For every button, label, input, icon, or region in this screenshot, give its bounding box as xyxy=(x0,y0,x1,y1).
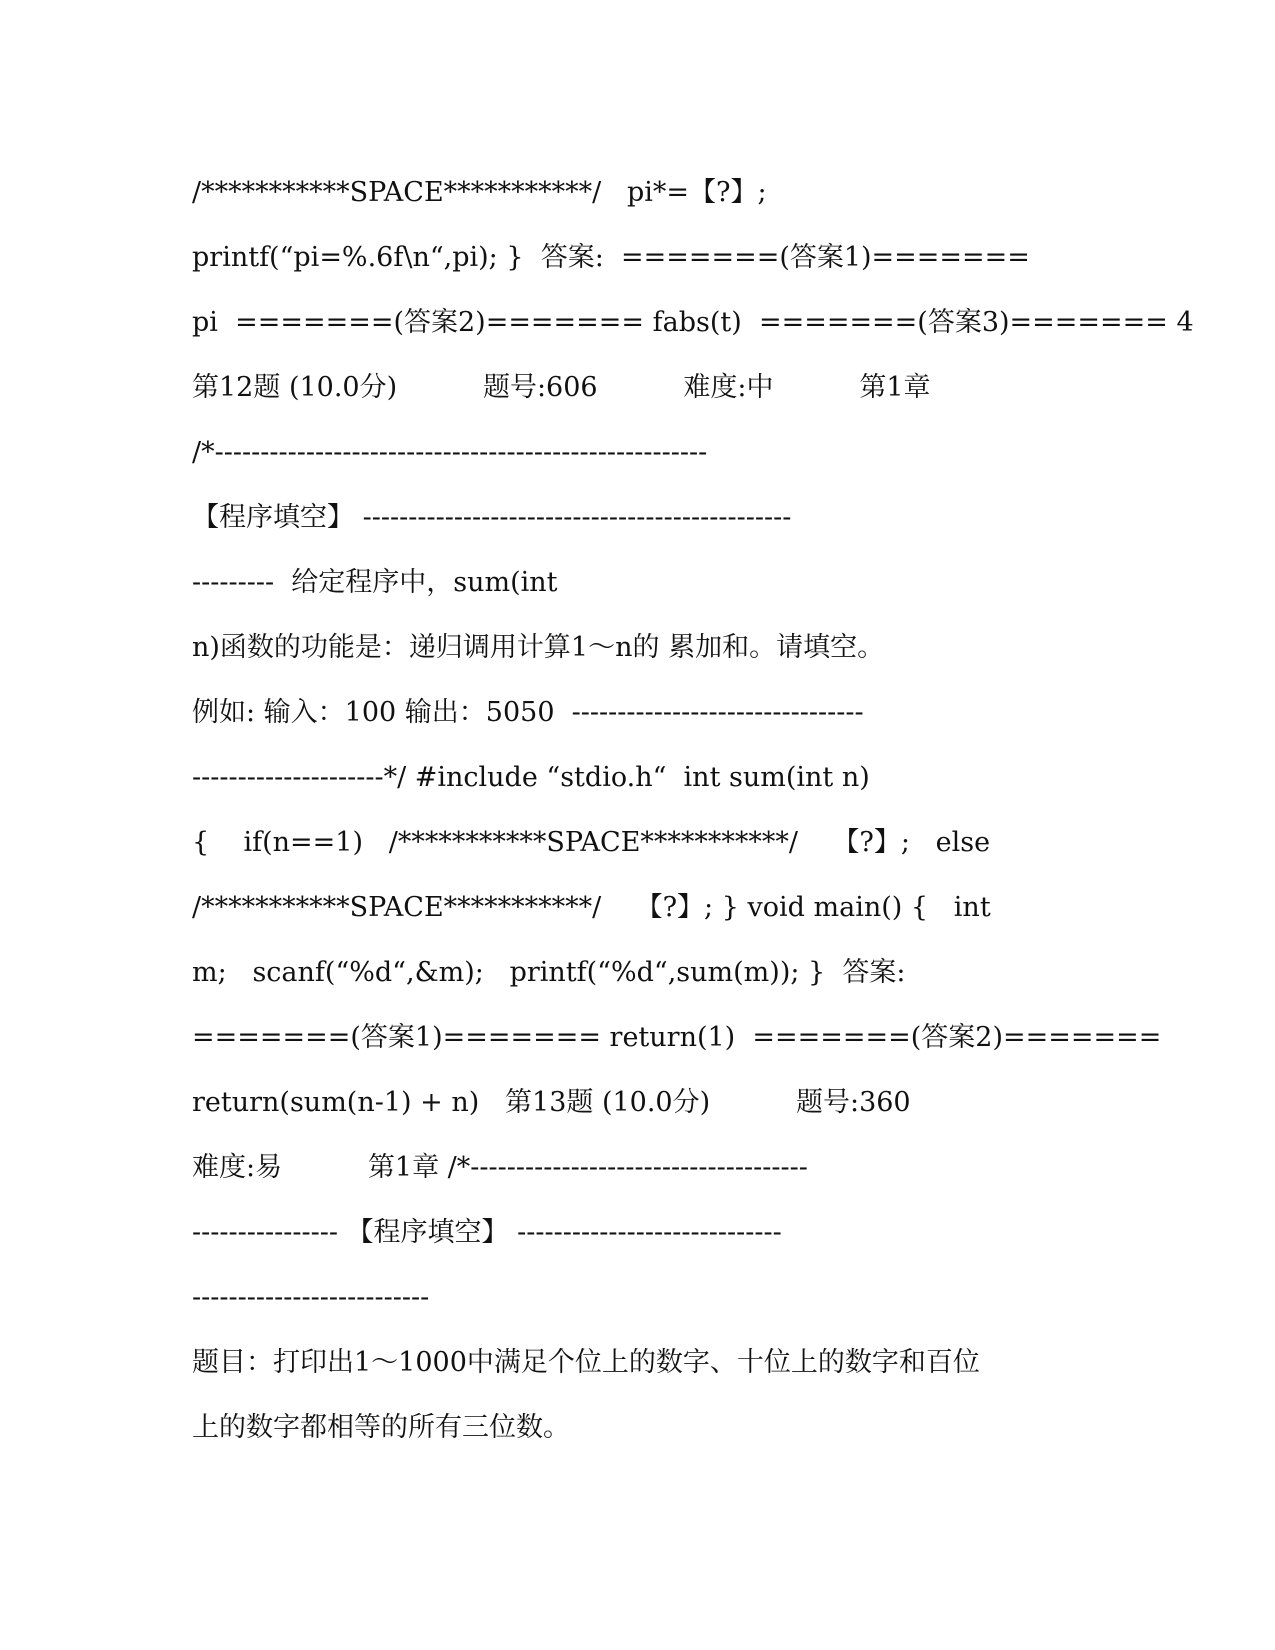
text-line: n)函数的功能是：递归调用计算1～n的 累加和。请填空。 xyxy=(192,632,885,663)
text-line: /*------------------------------------------------------ xyxy=(192,437,708,468)
answer-line: =======(答案1)======= return(1) =======(答案2)======= xyxy=(192,1022,1162,1053)
text-line: 例如: 输入：100 输出：5050 -------------------------------- xyxy=(192,697,864,728)
answer-line: return(sum(n-1) + n) 第13题 (10.0分) 题号:360 xyxy=(192,1087,911,1118)
question-header-line: 第12题 (10.0分) 题号:606 难度:中 第1章 xyxy=(192,372,931,403)
text-line: /***********SPACE***********/ pi*=【?】; xyxy=(192,177,767,208)
code-line: /***********SPACE***********/ 【?】; } void main() { int xyxy=(192,892,991,923)
text-line: --------- 给定程序中，sum(int xyxy=(192,567,558,598)
text-line: 题目：打印出1～1000中满足个位上的数字、十位上的数字和百位 xyxy=(192,1347,980,1378)
code-line: ---------------------*/ #include “stdio.h“ int sum(int n) xyxy=(192,762,870,793)
text-line: 上的数字都相等的所有三位数。 xyxy=(192,1412,570,1443)
text-line: printf(“pi=%.6f\n“,pi); } 答案: =======(答案1)======= xyxy=(192,242,1030,273)
section-title-line: 【程序填空】 ----------------------------------------------- xyxy=(192,502,792,533)
question-header-line: 难度:易 第1章 /*------------------------------------- xyxy=(192,1152,808,1183)
code-line: { if(n==1) /***********SPACE***********/ 【?】; else xyxy=(192,827,991,858)
code-line: m; scanf(“%d“,&m); printf(“%d“,sum(m)); } 答案: xyxy=(192,957,906,988)
section-title-line: ---------------- 【程序填空】 ----------------------------- xyxy=(192,1217,782,1248)
document-body xyxy=(192,160,1194,1460)
text-line: -------------------------- xyxy=(192,1282,430,1313)
text-line: pi =======(答案2)======= fabs(t) =======(答案3)======= 4 xyxy=(192,307,1194,338)
